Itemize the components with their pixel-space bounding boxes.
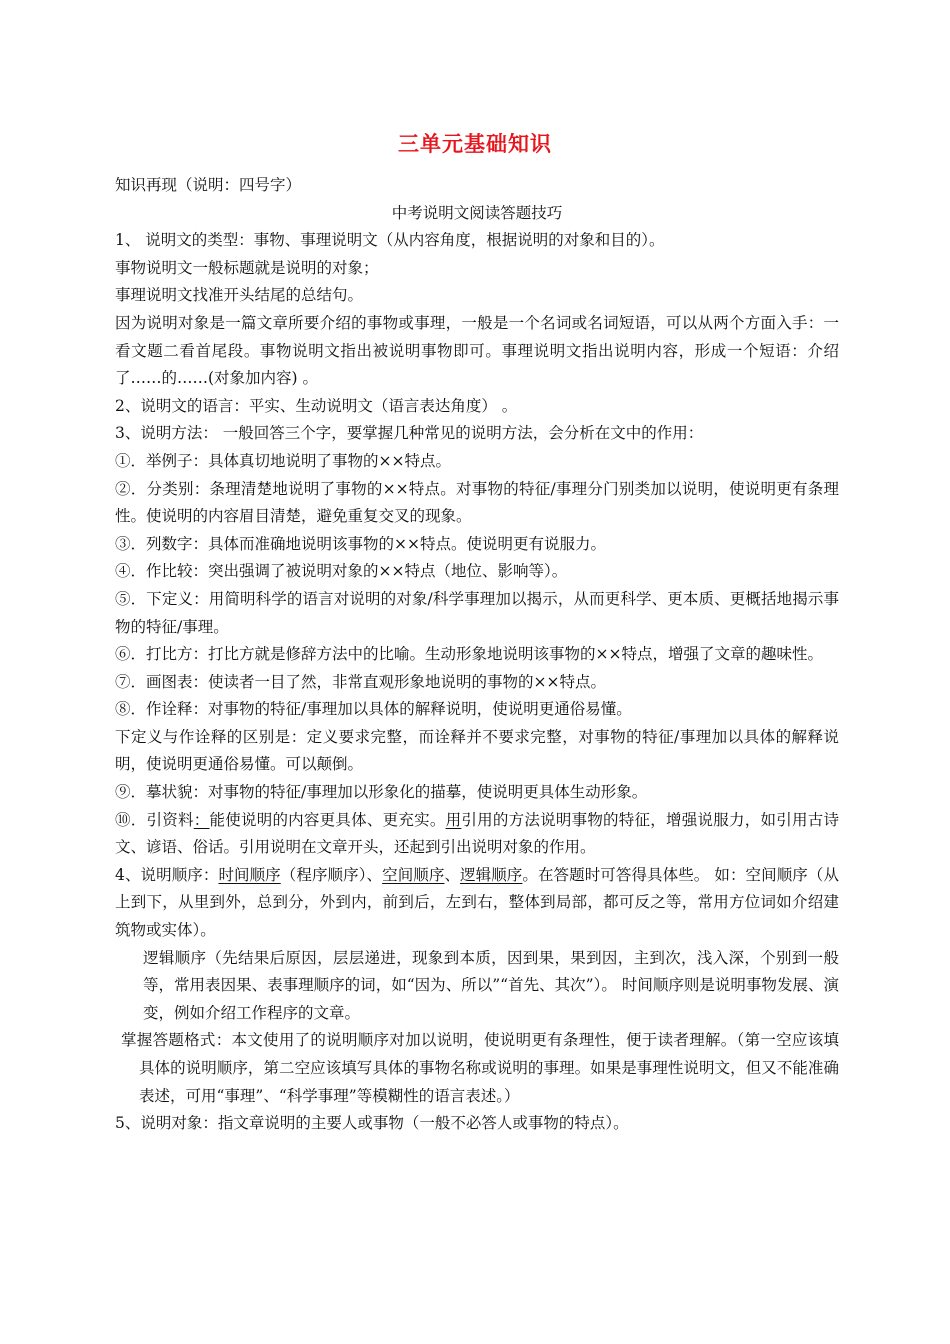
method-10-text-2: 引用的方法说明事物的特征，增强说服力，如引用古诗文、谚语、俗话。引用说明在文章开头，还起到引出说明对象的作用。 (115, 810, 839, 857)
method-10 (115, 807, 839, 862)
definition-difference: 下定义与作诠释的区别是：定义要求完整，而诠释并不要求完整，对事物的特征/事理加以具体的解释说明，使说明更通俗易懂。可以颠倒。 (115, 727, 839, 774)
method-2: ②．分类别：条理清楚地说明了事物的××特点。对事物的特征/事理分门别类加以说明，使说明更有条理性。使说明的内容眉目清楚，避免重复交叉的现象。 (115, 479, 839, 526)
s4-text-d: 。在答题时可答得具体些。 如：空间顺序（从上到下，从里到外，总到分，外到内，前到后，左到右，整体到局部，都可反之等，常用方位词如介绍建筑物或实体）。 (115, 865, 839, 940)
section-heading: 中考说明文阅读答题技巧 (391, 203, 563, 222)
s5-line: 5、说明对象：指文章说明的主要人或事物（一般不必答人或事物的特点）。 (115, 1114, 629, 1133)
s4-para-1 (115, 862, 839, 945)
s1-para-3: 因为说明对象是一篇文章所要介绍的事物或事理，一般是一个名词或名词短语，可以从两个方面入手：一看文题二看首尾段。事物说明文指出被说明事物即可。事理说明文指出说明内容，形成一个短语：介绍了……的……(对象加内容) 。 (115, 313, 839, 388)
method-7: ⑦．画图表：使读者一目了然，非常直观形象地说明的事物的××特点。 (115, 672, 606, 691)
order-logic: 逻辑顺序 (460, 865, 523, 884)
document-body (115, 172, 839, 1138)
method-6: ⑥．打比方：打比方就是修辞方法中的比喻。生动形象地说明该事物的××特点，增强了文章的趣味性。 (115, 645, 823, 664)
s1-para-1: 事物说明文一般标题就是说明的对象； (115, 258, 379, 277)
method-8: ⑧．作诠释：对事物的特征/事理加以具体的解释说明，使说明更通俗易懂。 (115, 700, 632, 719)
method-1: ①．举例子：具体真切地说明了事物的××特点。 (115, 451, 451, 470)
s3-line: 3、说明方法： 一般回答三个字，要掌握几种常见的说明方法，会分析在文中的作用： (115, 424, 704, 443)
method-3: ③．列数字：具体而准确地说明该事物的××特点。使说明更有说服力。 (115, 534, 606, 553)
order-space: 空间顺序 (382, 865, 445, 884)
page-title: 三单元基础知识 (398, 132, 552, 156)
s4-text-b: （程序顺序）、 (280, 865, 383, 884)
s4-label: 4、说明顺序： (115, 865, 219, 884)
method-5: ⑤．下定义：用简明科学的语言对说明的对象/科学事理加以揭示，从而更科学、更本质、更概括地揭示事物的特征/事理。 (115, 589, 839, 636)
s1-para-2: 事理说明文找准开头结尾的总结句。 (115, 286, 364, 305)
s1-line: 1、 说明文的类型：事物、事理说明文（从内容角度，根据说明的对象和目的）。 (115, 231, 665, 250)
method-10-underlined: 用 (445, 810, 462, 829)
s4-para-3: 掌握答题格式：本文使用了的说明顺序对加以说明，使说明更有条理性，便于读者理解。（第一空应该填具体的说明顺序，第二空应该填写具体的事物名称或说明的事理。如果是事理性说明文，但又不能准确表述，可用“事理”、“科学事理”等模糊性的语言表述。） (121, 1031, 839, 1105)
s4-para-2: 逻辑顺序（先结果后原因，层层递进，现象到本质，因到果，果到因，主到次，浅入深，个别到一般等，常用表因果、表事理顺序的词，如“因为、所以”“首先、其次”）。 时间顺序则是说明事物发展、演变，例如介绍工作程序的文章。 (143, 948, 839, 1022)
s4-text-c: 、 (444, 865, 461, 884)
method-9: ⑨．摹状貌：对事物的特征/事理加以形象化的描摹，使说明更具体生动形象。 (115, 783, 648, 802)
s2-line: 2、说明文的语言：平实、生动说明文（语言表达角度） 。 (115, 396, 518, 415)
order-time: 时间顺序 (218, 865, 281, 884)
method-10-colon: ： (193, 810, 210, 829)
method-10-text-1: 能使说明的内容更具体、更充实。 (209, 810, 446, 829)
intro-line: 知识再现（说明：四号字） (115, 176, 302, 194)
method-4: ④．作比较：突出强调了被说明对象的××特点（地位、影响等）。 (115, 562, 568, 581)
method-10-label: ⑩．引资料 (115, 810, 194, 829)
